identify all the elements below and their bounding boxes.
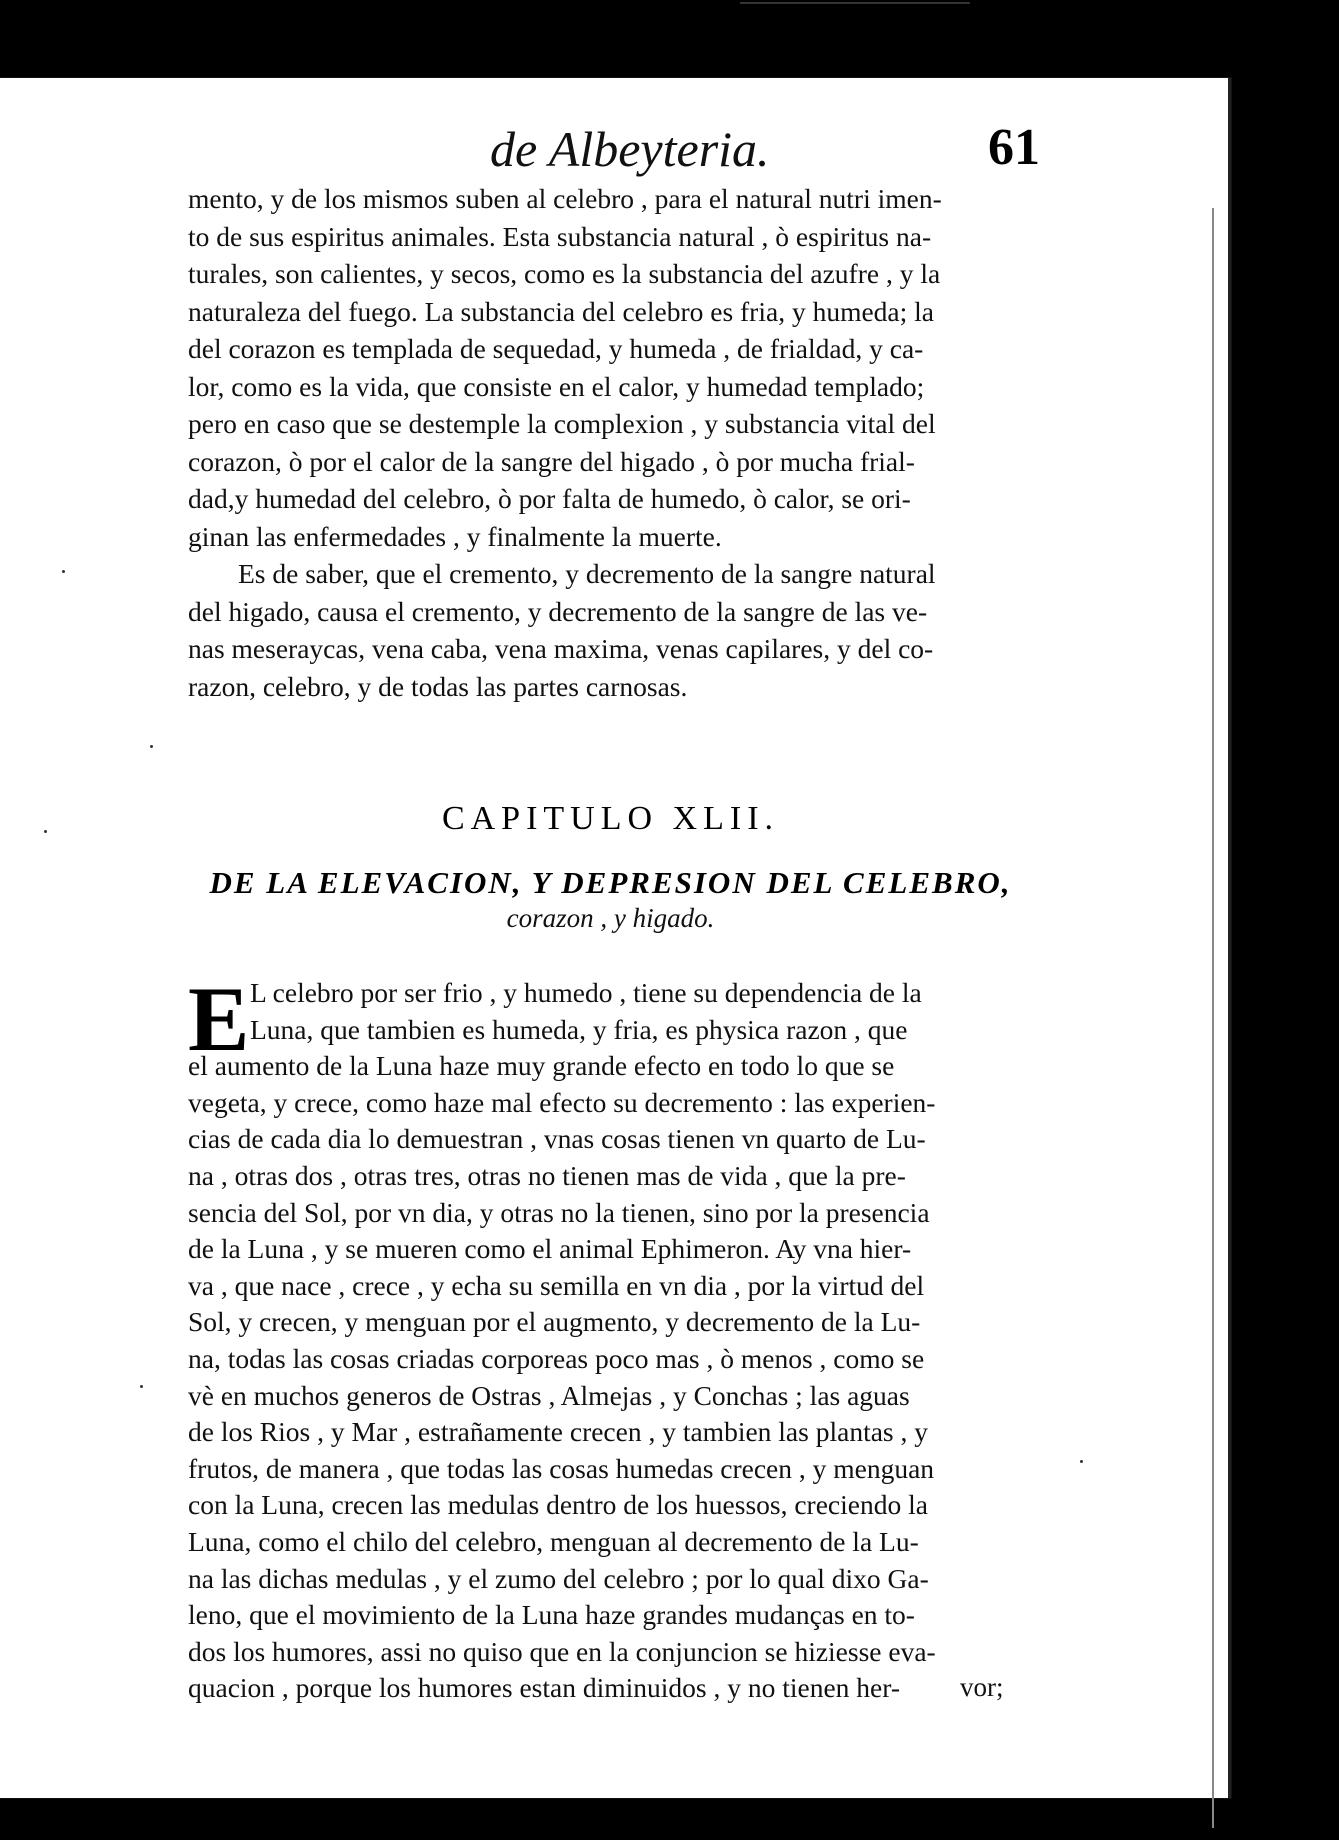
drop-cap: E xyxy=(188,968,250,1070)
text-line: vè en muchos generos de Ostras , Almejas , y Conchas ; las aguas xyxy=(188,1379,910,1411)
text-line: el aumento de la Luna haze muy grande efecto en todo lo que se xyxy=(188,1050,895,1082)
text-line: lor, como es la vida, que consiste en el calor, y humedad templado; xyxy=(188,370,925,402)
text-line: Luna, como el chilo del celebro, menguan al decremento de la Lu- xyxy=(188,1525,919,1557)
text-line: de la Luna , y se mueren como el animal Ephimeron. Ay vna hier- xyxy=(188,1233,912,1265)
page-edge-line xyxy=(1212,208,1214,1828)
text-line: turales, son calientes, y secos, como es la substancia del azufre , y la xyxy=(188,258,941,289)
ink-speck xyxy=(62,570,65,573)
catchword: vor; xyxy=(960,1672,1004,1702)
text-line: del corazon es templada de sequedad, y humeda , de frialdad, y ca- xyxy=(188,333,924,364)
text-line: razon, celebro, y de todas las partes carnosas. xyxy=(188,670,688,702)
text-line: dos los humores, assi no quiso que en la conjuncion se hiziesse eva- xyxy=(188,1635,936,1667)
text-line: na , otras dos , otras tres, otras no tienen mas de vida , que la pre- xyxy=(188,1159,906,1191)
top-edge-mark xyxy=(740,2,970,4)
text-line: nas meseraycas, vena caba, vena maxima, venas capilares, y del co- xyxy=(188,633,934,664)
text-line: Luna, que tambien es humeda, y fria, es physica razon , que xyxy=(250,1013,908,1045)
section-subtitle: corazon , y higado. xyxy=(506,903,715,933)
text-line: Es de saber, que el cremento, y decremento de la sangre natural xyxy=(238,558,936,589)
running-title: de Albeyteria. xyxy=(490,121,770,177)
text-line: vegeta, y crece, como haze mal efecto su decremento : las experien- xyxy=(188,1086,936,1118)
ink-speck xyxy=(1080,1460,1083,1463)
text-line: mento, y de los mismos suben al celebro , para el natural nutri imen- xyxy=(188,183,942,214)
text-line: va , que nace , crece , y echa su semilla en vn dia , por la virtud del xyxy=(188,1269,925,1301)
text-line: naturaleza del fuego. La substancia del celebro es fria, y humeda; la xyxy=(188,295,934,327)
text-line: quacion , porque los humores estan diminuidos , y no tienen her- xyxy=(188,1672,901,1704)
text-line: de los Rios , y Mar , estrañamente crecen , y tambien las plantas , y xyxy=(188,1416,928,1448)
text-line: leno, que el movimiento de la Luna haze grandes mudanças en to- xyxy=(188,1599,915,1631)
opening-text xyxy=(188,180,1033,705)
text-line: del higado, causa el cremento, y decremento de la sangre de las ve- xyxy=(188,595,928,627)
ink-speck xyxy=(44,830,47,833)
text-line: na las dichas medulas , y el zumo del celebro ; por lo qual dixo Ga- xyxy=(188,1562,929,1594)
text-line: L celebro por ser frio , y humedo , tiene su dependencia de la xyxy=(250,977,922,1008)
chapter-body xyxy=(188,968,1033,1707)
page-number: 61 xyxy=(988,119,1040,176)
text-line: to de sus espiritus animales. Esta substancia natural , ò espiritus na- xyxy=(188,220,932,252)
text-line: cias de cada dia lo demuestran , vnas cosas tienen vn quarto de Lu- xyxy=(188,1123,926,1155)
chapter-heading: CAPITULO XLII. xyxy=(441,800,780,837)
text-line: con la Luna, crecen las medulas dentro de los huessos, creciendo la xyxy=(188,1489,928,1521)
text-line: na, todas las cosas criadas corporeas poco mas , ò menos , como se xyxy=(188,1342,925,1374)
section-title: DE LA ELEVACION, Y DEPRESION DEL CELEBRO, xyxy=(209,865,1012,900)
text-line: corazon, ò por el calor de la sangre del higado , ò por mucha frial- xyxy=(188,445,915,477)
text-line: sencia del Sol, por vn dia, y otras no la tienen, sino por la presencia xyxy=(188,1196,930,1228)
ink-speck xyxy=(140,1385,143,1388)
text-line: frutos, de manera , que todas las cosas humedas crecen , y menguan xyxy=(188,1452,935,1484)
text-line: Sol, y crecen, y menguan por el augmento, y decremento de la Lu- xyxy=(188,1306,921,1338)
text-line: ginan las enfermedades , y finalmente la muerte. xyxy=(188,520,722,552)
ink-speck xyxy=(150,745,153,748)
text-line: dad,y humedad del celebro, ò por falta de humedo, ò calor, se ori- xyxy=(188,483,911,514)
text-line: pero en caso que se destemple la complexion , y substancia vital del xyxy=(188,408,936,439)
